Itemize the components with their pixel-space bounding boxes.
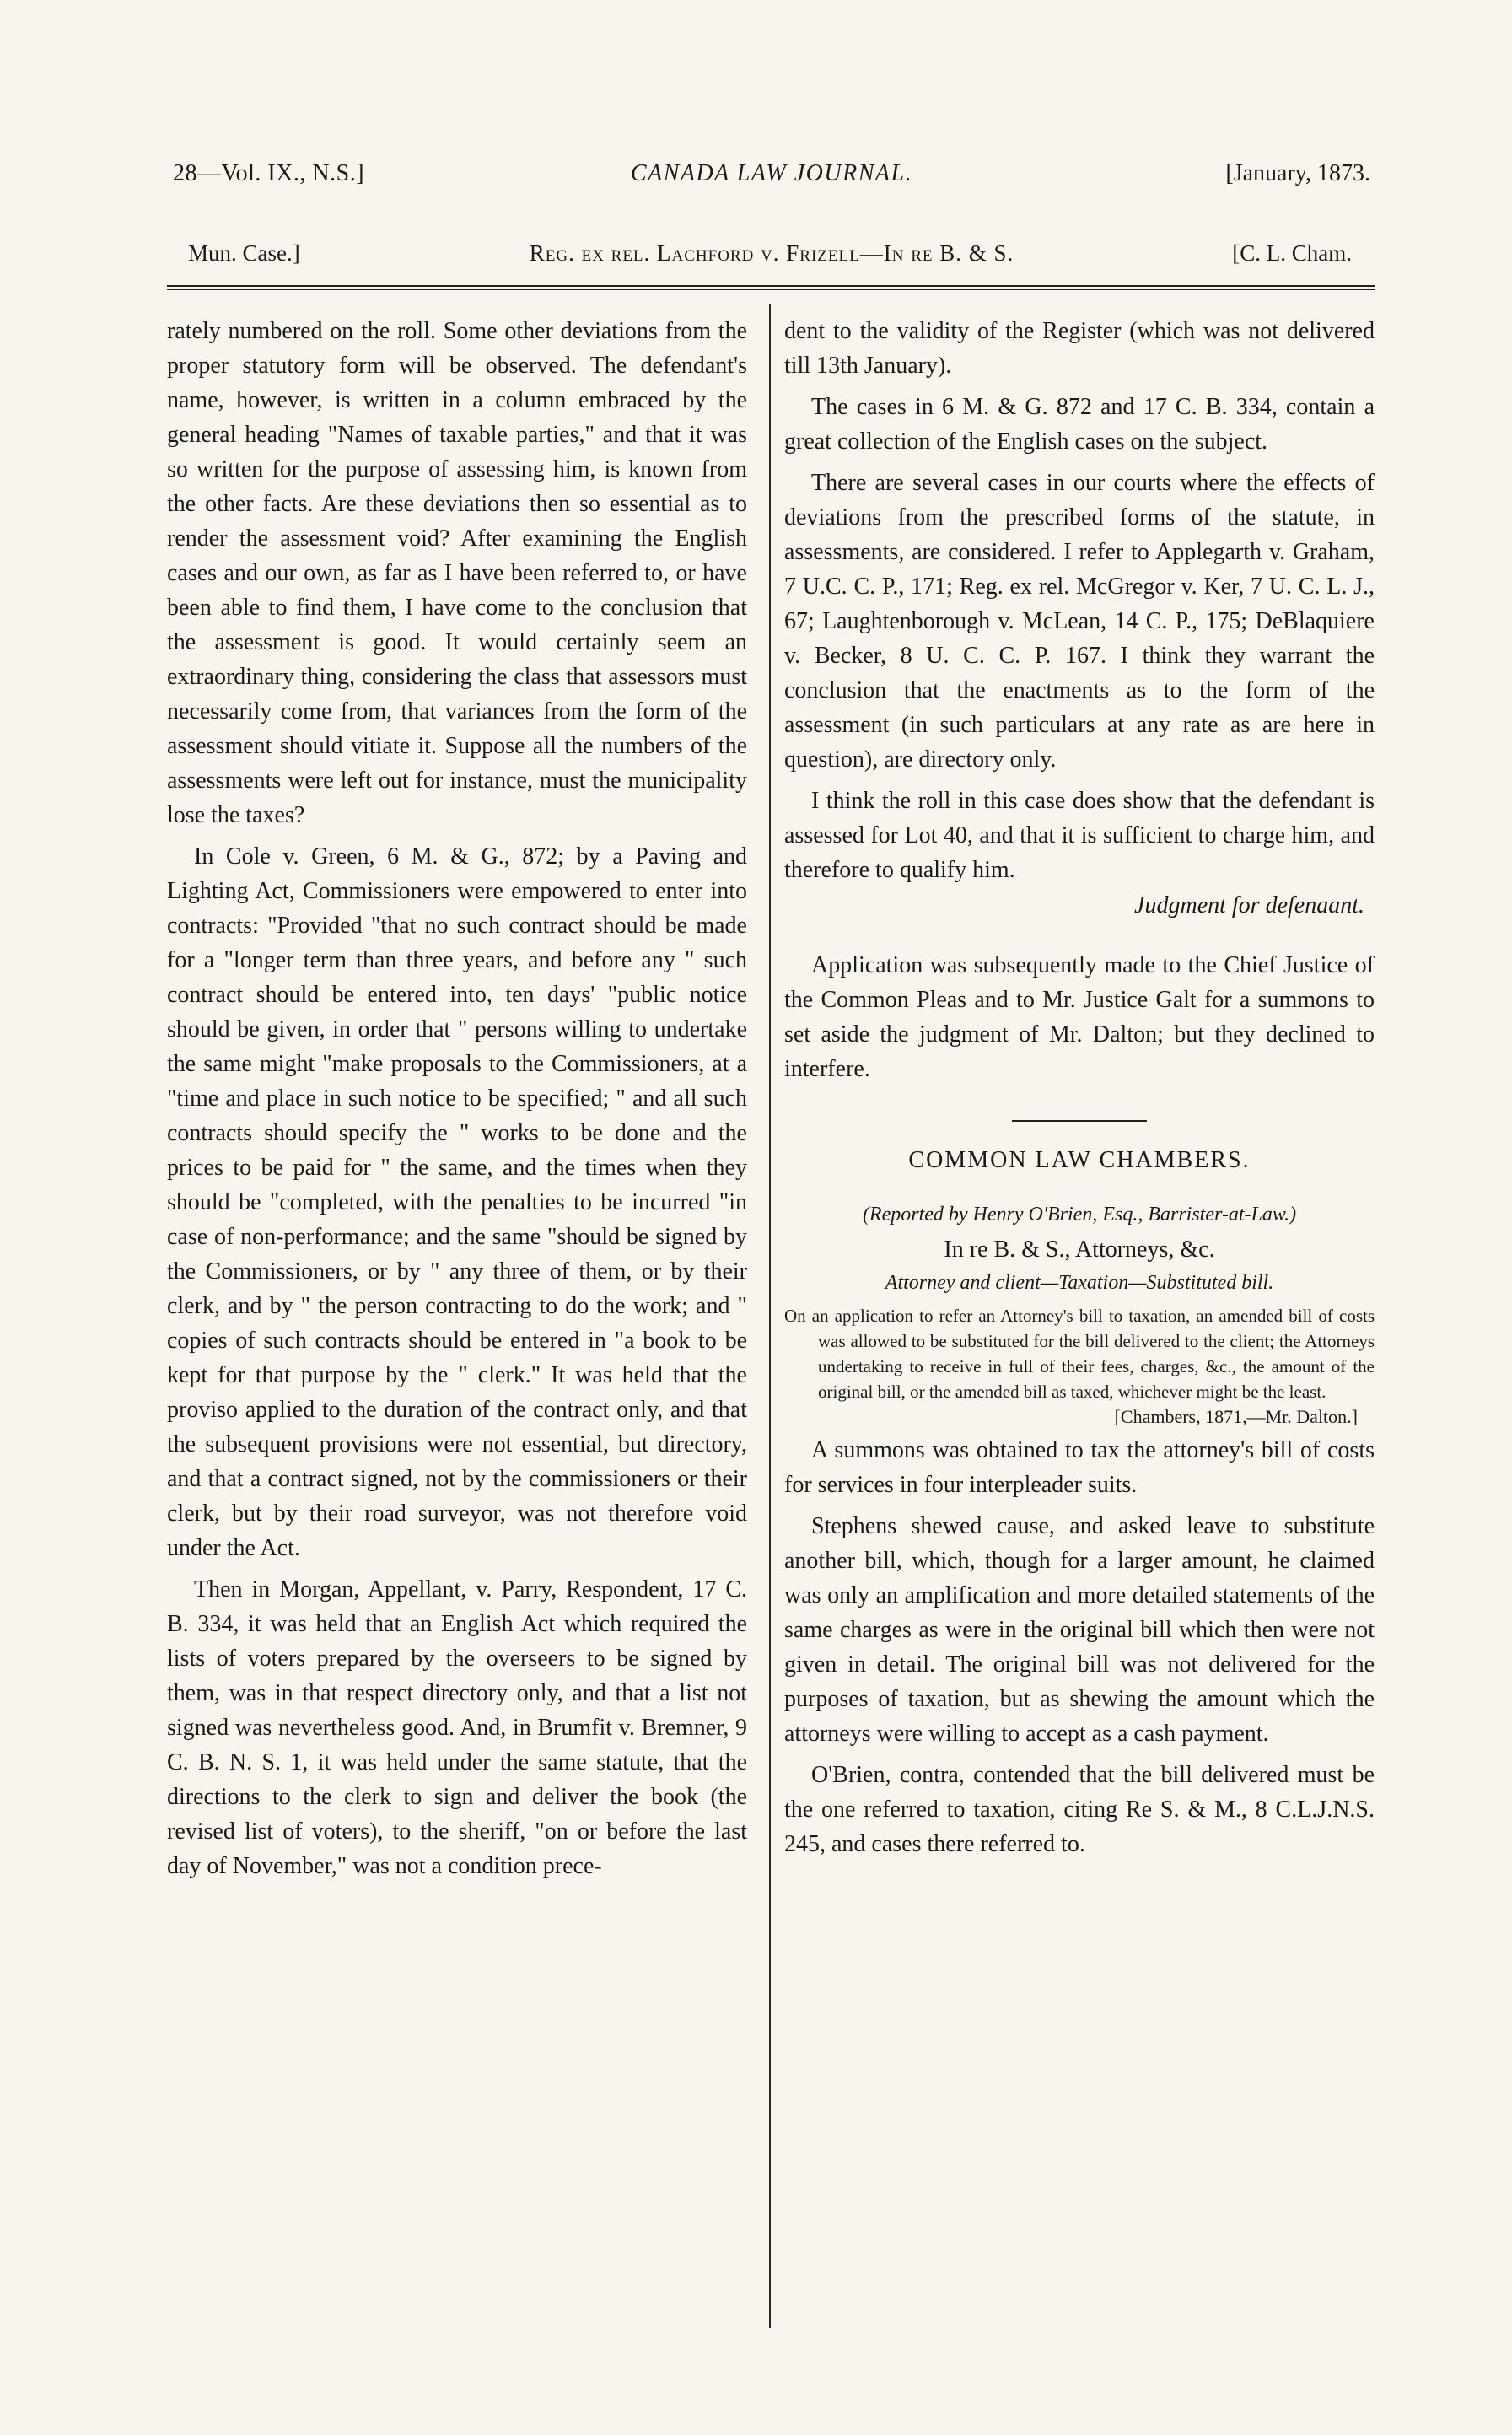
section-rule <box>1012 1120 1147 1122</box>
case-subject: Attorney and client—Taxation—Substituted bill. <box>885 1272 1274 1294</box>
page-reference: 28—Vol. IX., N.S.] <box>173 160 365 186</box>
section-heading: COMMON LAW CHAMBERS. <box>908 1147 1251 1173</box>
running-head-left: Mun. Case.] <box>188 240 300 266</box>
application-paragraph: Application was subsequently made to the Chief Justice of the Common Pleas and to Mr. Justice Galt for a summons to set aside the judgment of Mr. Dalton; but they declined to interfere. <box>784 952 1375 1082</box>
right-column <box>784 314 1375 1861</box>
headnote: On an application to refer an Attorney's bill to taxation, an amended bill of costs was allowed to be substituted for the bill delivered to the client; the Attorneys undertaking to receive in full of their fees, charges, &c., the amount of the original bill, or the amended bill as taxed, whichever might be the least. <box>784 1306 1375 1402</box>
paragraph: In Cole v. Green, 6 M. & G., 872; by a Paving and Lighting Act, Commissioners were empowered to enter into contracts: "Provided "that no such contract should be made for a "longer term than three years, and before any " such contract should be entered into, ten days' "public notice should be given, in order that " persons willing to undertake the same might "make proposals to the Commissioners, at a "time and place in such notice to be specified; " and all such contracts should specify the " works to be done and the prices to be paid for " the same, and the times when they should be "completed, with the penalties to be incurred "in case of non-performance; and the same "should be signed by the Commissioners, or by " any three of them, or by their clerk, and by " the person contracting to do the work; and " copies of such contracts should be entered in "a book to be kept for that purpose by the " clerk." It was held that the proviso applied to the duration of the contract only, and that the subsequent provisions were not essential, but directory, and that a contract signed, not by the commissioners or their clerk, but by their road surveyor, was not therefore void under the Act. <box>167 843 747 1561</box>
case-title: In re B. & S., Attorneys, &c. <box>944 1236 1215 1263</box>
journal-title: CANADA LAW JOURNAL. <box>630 160 913 186</box>
reporter-line: (Reported by Henry O'Brien, Esq., Barrister-at-Law.) <box>862 1204 1297 1226</box>
paragraph: dent to the validity of the Register (which was not delivered till 13th January). <box>784 318 1375 379</box>
paragraph: I think the roll in this case does show that the defendant is assessed for Lot 40, and that it is sufficient to charge him, and therefore to qualify him. <box>784 788 1375 883</box>
paragraph: A summons was obtained to tax the attorney's bill of costs for services in four interpleader suits. <box>784 1437 1375 1498</box>
paragraph: Then in Morgan, Appellant, v. Parry, Respondent, 17 C. B. 334, it was held that an English Act which required the lists of voters prepared by the overseers to be signed by them, was in that respect directory only, and that a list not signed was nevertheless good. And, in Brumfit v. Bremner, 9 C. B. N. S. 1, it was held under the same statute, that the directions to the clerk to sign and deliver the book (the revised list of voters), to the sheriff, "on or before the last day of November," was not a condition prece- <box>167 1576 747 1879</box>
judgment-line: Judgment for defenaant. <box>1134 892 1364 919</box>
running-head <box>173 240 1370 279</box>
paragraph: rately numbered on the roll. Some other deviations from the proper statutory form will be observed. The defendant's name, however, is written in a column embraced by the general heading "Names of taxable parties," and that it was so written for the purpose of assessing him, is known from the other facts. Are these deviations then so essential as to render the assessment void? After examining the English cases and our own, as far as I have been referred to, or have been able to find them, I have come to the conclusion that the assessment is good. It would certainly seem an extraordinary thing, considering the class that assessors must necessarily come from, that variances from the form of the assessment should vitiate it. Suppose all the numbers of the assessments were left out for instance, must the municipality lose the taxes? <box>167 318 747 828</box>
paragraph: The cases in 6 M. & G. 872 and 17 C. B. 334, contain a great collection of the English cases on the subject. <box>784 394 1375 455</box>
left-column <box>167 314 747 1883</box>
paragraph: O'Brien, contra, contended that the bill delivered must be the one referred to taxation, citing Re S. & M., 8 C.L.J.N.S. 245, and cases there referred to. <box>784 1762 1375 1857</box>
issue-date: [January, 1873. <box>1225 160 1370 186</box>
paragraph: Stephens shewed cause, and asked leave to substitute another bill, which, though for a larger amount, he claimed was only an amplification and more detailed statements of the same charges as were in the original bill which then were not given in detail. The original bill was not delivered for the purposes of taxation, but as shewing the amount which the attorneys were willing to accept as a cash payment. <box>784 1513 1375 1747</box>
running-head-case: Reg. ex rel. Lachford v. Frizell—In re B. & S. <box>529 240 1014 266</box>
column-divider <box>769 304 771 2328</box>
citation-line: [Chambers, 1871,—Mr. Dalton.] <box>1114 1406 1358 1427</box>
paragraph: There are several cases in our courts where the effects of deviations from the prescribed forms of the statute, in assessments, are considered. I refer to Applegarth v. Graham, 7 U.C. C. P., 171; Reg. ex rel. McGregor v. Ker, 7 U. C. L. J., 67; Laughtenborough v. McLean, 14 C. P., 175; DeBlaquiere v. Becker, 8 U. C. C. P. 167. I think they warrant the conclusion that the enactments as to the form of the assessment (in such particulars at any rate as are here in question), are directory only. <box>784 470 1375 773</box>
running-head-right: [C. L. Cham. <box>1232 240 1352 266</box>
header-rule <box>167 285 1375 290</box>
page-header <box>173 160 1370 202</box>
